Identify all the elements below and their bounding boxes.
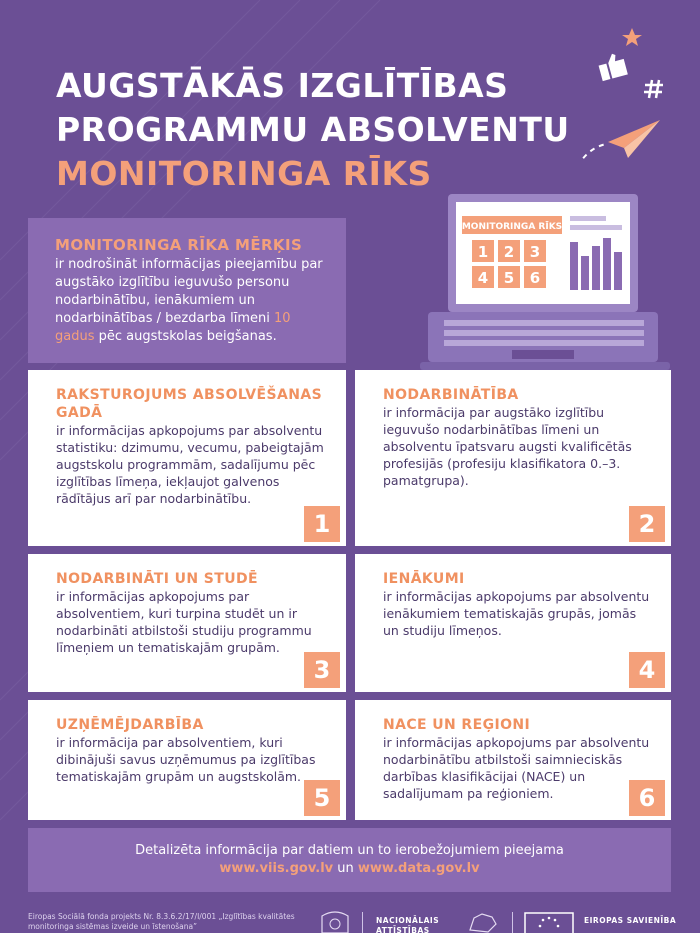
- card-number: 1: [304, 506, 340, 542]
- eu-flag-icon: [524, 912, 574, 933]
- goal-highlight: 10 gadus: [55, 311, 291, 344]
- card-text: ir informācijas apkopojums par absolventu statistiku: dzimumu, vecumu, pabeigtajām augstskolu programmām, sadalījumu pēc izglītības līmeņa, iekļaujot galvenos rādītājus arī par nodarbinātību.: [56, 423, 324, 506]
- card-characteristics: [28, 370, 346, 546]
- card-heading: RAKSTUROJUMS ABSOLVĒŠANAS GADĀ: [56, 387, 323, 421]
- card-heading: UZŅĒMĒJDARBĪBA: [56, 717, 204, 733]
- footer-conjunction: un: [333, 861, 358, 876]
- latvia-map-icon: [468, 912, 498, 933]
- title-line-3: MONITORINGA RĪKS: [56, 154, 432, 193]
- viis-link[interactable]: www.viis.gov.lv: [219, 861, 334, 876]
- star-icon: [622, 28, 642, 46]
- goal-text: [55, 256, 330, 346]
- card-text: ir informācija par augstāko izglītību ieguvušo nodarbinātības līmeni un absolventu īpatsvaru augsti kvalificētās profesijās (profesiju klasifikatora 0.–3. pamatgrupa).: [383, 405, 632, 488]
- screen-tile: 3: [529, 243, 541, 261]
- card-number: 2: [629, 506, 665, 542]
- logo-separator: [362, 912, 363, 933]
- card-heading: NODARBINĀTI UN STUDĒ: [56, 571, 258, 587]
- card-number: 5: [304, 780, 340, 816]
- laptop-icon: [420, 190, 670, 380]
- card-text: ir informācija par absolventiem, kuri dibinājuši savus uzņēmumus pa izglītības tematiskajām grupām un augstskolām.: [56, 735, 316, 784]
- card-employment: [355, 370, 671, 546]
- screen-tile: 2: [503, 243, 515, 261]
- hashtag-icon: [644, 80, 663, 98]
- screen-tile: 1: [477, 243, 489, 261]
- card-employed-studying: [28, 554, 346, 692]
- title-line-2: PROGRAMMU ABSOLVENTU: [56, 110, 570, 149]
- card-number: 3: [304, 652, 340, 688]
- nap-logo-text: NACIONĀLAIS ATTĪSTĪBAS: [376, 916, 440, 933]
- card-number: 4: [629, 652, 665, 688]
- logo-separator: [512, 912, 513, 933]
- project-note: Eiropas Sociālā fonda projekts Nr. 8.3.6.2/17/I/001 „Izglītības kvalitātes monitoringa sistēmas izveide un īstenošana”: [28, 912, 295, 931]
- card-text: ir informācijas apkopojums par absolventu ienākumiem tematiskajās grupās, jomās un studiju līmeņos.: [383, 589, 650, 638]
- laptop-illustration: [420, 190, 670, 380]
- card-heading: IENĀKUMI: [383, 571, 465, 587]
- goal-text-after: pēc augstskolas beigšanas.: [94, 329, 277, 344]
- screen-tile: 4: [477, 269, 489, 287]
- screen-tile: 5: [503, 269, 515, 287]
- page-title: [56, 64, 616, 196]
- screen-tile: 6: [529, 269, 541, 287]
- data-gov-link[interactable]: www.data.gov.lv: [357, 861, 480, 876]
- goal-text-before: ir nodrošināt informācijas pieejamību par augstāko izglītību ieguvušo personu nodarbinātību, ienākumiem un nodarbinātības / bezdarba līmeni: [55, 257, 323, 326]
- goal-panel: [28, 218, 346, 363]
- card-nace-regions: [355, 700, 671, 820]
- title-line-1: AUGSTĀKĀS IZGLĪTĪBAS: [56, 66, 509, 105]
- card-text: ir informācijas apkopojums par absolventu nodarbinātību atbilstoši saimnieciskās darbības klasifikācijai (NACE) un sadalījumam pa reģioniem.: [383, 735, 650, 801]
- footer-text: Detalizēta informācija par datiem un to ierobežojumiem pieejama: [135, 843, 564, 858]
- screen-label: MONITORINGA RĪKS: [461, 222, 563, 232]
- footer-info: [28, 828, 671, 892]
- coat-of-arms-icon: [318, 910, 352, 933]
- card-entrepreneurship: [28, 700, 346, 820]
- card-heading: NODARBINĀTĪBA: [383, 387, 519, 403]
- eu-logo-text: EIROPAS SAVIENĪBA: [584, 916, 677, 925]
- card-heading: NACE UN REĢIONI: [383, 717, 531, 733]
- card-text: ir informācijas apkopojums par absolventiem, kuri turpina studēt un ir nodarbināti atbilstoši studiju programmu līmeņiem un tematiskajām grupām.: [56, 589, 312, 655]
- card-number: 6: [629, 780, 665, 816]
- card-income: [355, 554, 671, 692]
- goal-heading: MONITORINGA RĪKA MĒRĶIS: [55, 236, 303, 254]
